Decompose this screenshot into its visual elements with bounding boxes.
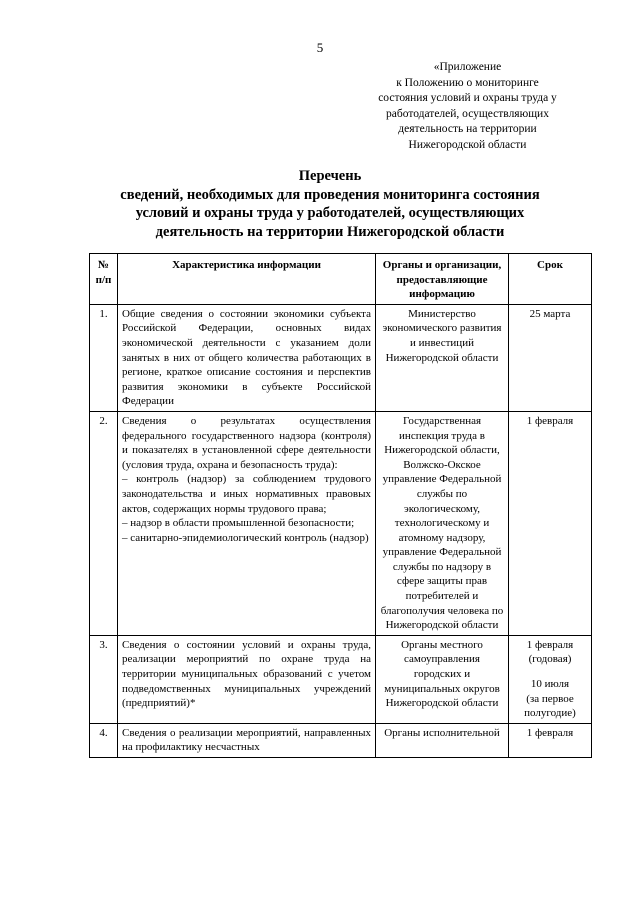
row-deadline [509,304,592,411]
appendix-line: деятельность на территории [398,123,537,135]
appendix-note [360,60,575,153]
table-header-row [90,254,592,305]
row-deadline [509,411,592,635]
description-paragraph: – надзор в области промышленной безопасности; [122,517,355,530]
description-paragraph: Сведения о результатах осуществления федерального государственного надзора (контроля) и показателях в установленной сфере деятельности (условия труда, охрана и безопасность труда): [122,414,371,471]
document-title [80,167,580,241]
deadline-line: (за первое [526,692,574,705]
appendix-line: работодателей, осуществляющих [386,107,549,120]
deadline-line: 1 февраля [526,638,574,651]
deadline-line: (годовая) [528,653,572,666]
row-organizations: Органы исполнительной [376,723,509,757]
deadline-line: полугодие) [524,707,576,720]
title-line: условий и охраны труда у работодателей, осуществляющих [135,205,525,221]
row-organizations: Министерство экономического развития и инвестиций Нижегородской области [376,304,509,411]
row-description [118,723,376,757]
row-number: 3. [90,635,118,723]
header-num: № п/п [90,254,118,305]
row-description [118,304,376,411]
table-row [90,411,592,635]
header-deadline: Срок [509,254,592,305]
deadline-line: 10 июля [530,678,570,691]
table-row [90,304,592,411]
description-paragraph: Сведения о состоянии условий и охраны труда, реализации мероприятий по охране труда на территории муниципальных образований с учетом подведомственных муниципальных учреждений (предприятий)* [122,638,371,710]
appendix-line: «Приложение [433,61,502,73]
row-description [118,411,376,635]
deadline-line: 1 февраля [526,726,574,739]
row-number: 2. [90,411,118,635]
appendix-line: состояния условий и охраны труда у [378,92,557,104]
deadline-line: 25 марта [529,307,571,320]
description-paragraph: – контроль (надзор) за соблюдением трудового законодательства и иных нормативных правовых актов, содержащих нормы трудового права; [122,473,371,515]
header-organizations: Органы и организации, предоставляющие информацию [376,254,509,305]
description-paragraph: Общие сведения о состоянии экономики субъекта Российской Федерации, основных видах экономической деятельности с указанием доли занятых в них от общего количества работающих в регионе, краткое описание состояния и перспектив развития экономики в субъекте Российской Федерации [122,307,371,408]
description-paragraph: – санитарно-эпидемиологический контроль (надзор) [122,531,369,544]
deadline-line: 1 февраля [526,414,574,427]
header-description: Характеристика информации [118,254,376,305]
description-paragraph: Сведения о реализации мероприятий, направленных на профилактику несчастных [122,726,371,754]
information-table [89,253,592,758]
row-description [118,635,376,723]
appendix-line: к Положению о мониторинге [396,76,539,89]
table-row [90,723,592,757]
appendix-line: Нижегородской области [408,138,527,151]
row-deadline [509,723,592,757]
row-deadline [509,635,592,723]
row-organizations: Органы местного самоуправления городских и муниципальных округов Нижегородской области [376,635,509,723]
row-number: 4. [90,723,118,757]
title-line: сведений, необходимых для проведения мониторинга состояния [120,186,540,203]
title-line: Перечень [298,168,362,184]
row-organizations: Государственная инспекция труда в Нижегородской области, Волжско-Окское управление Федеральной службы по экологическому, технологическому и атомному надзору, управление Федеральной службы по надзору в сфере защиты прав потребителей и благополучия человека по Нижегородской области [376,411,509,635]
table-row [90,635,592,723]
row-number: 1. [90,304,118,411]
deadline-line [513,667,587,677]
title-line: деятельность на территории Нижегородской области [155,223,505,240]
page-number: 5 [316,40,324,55]
